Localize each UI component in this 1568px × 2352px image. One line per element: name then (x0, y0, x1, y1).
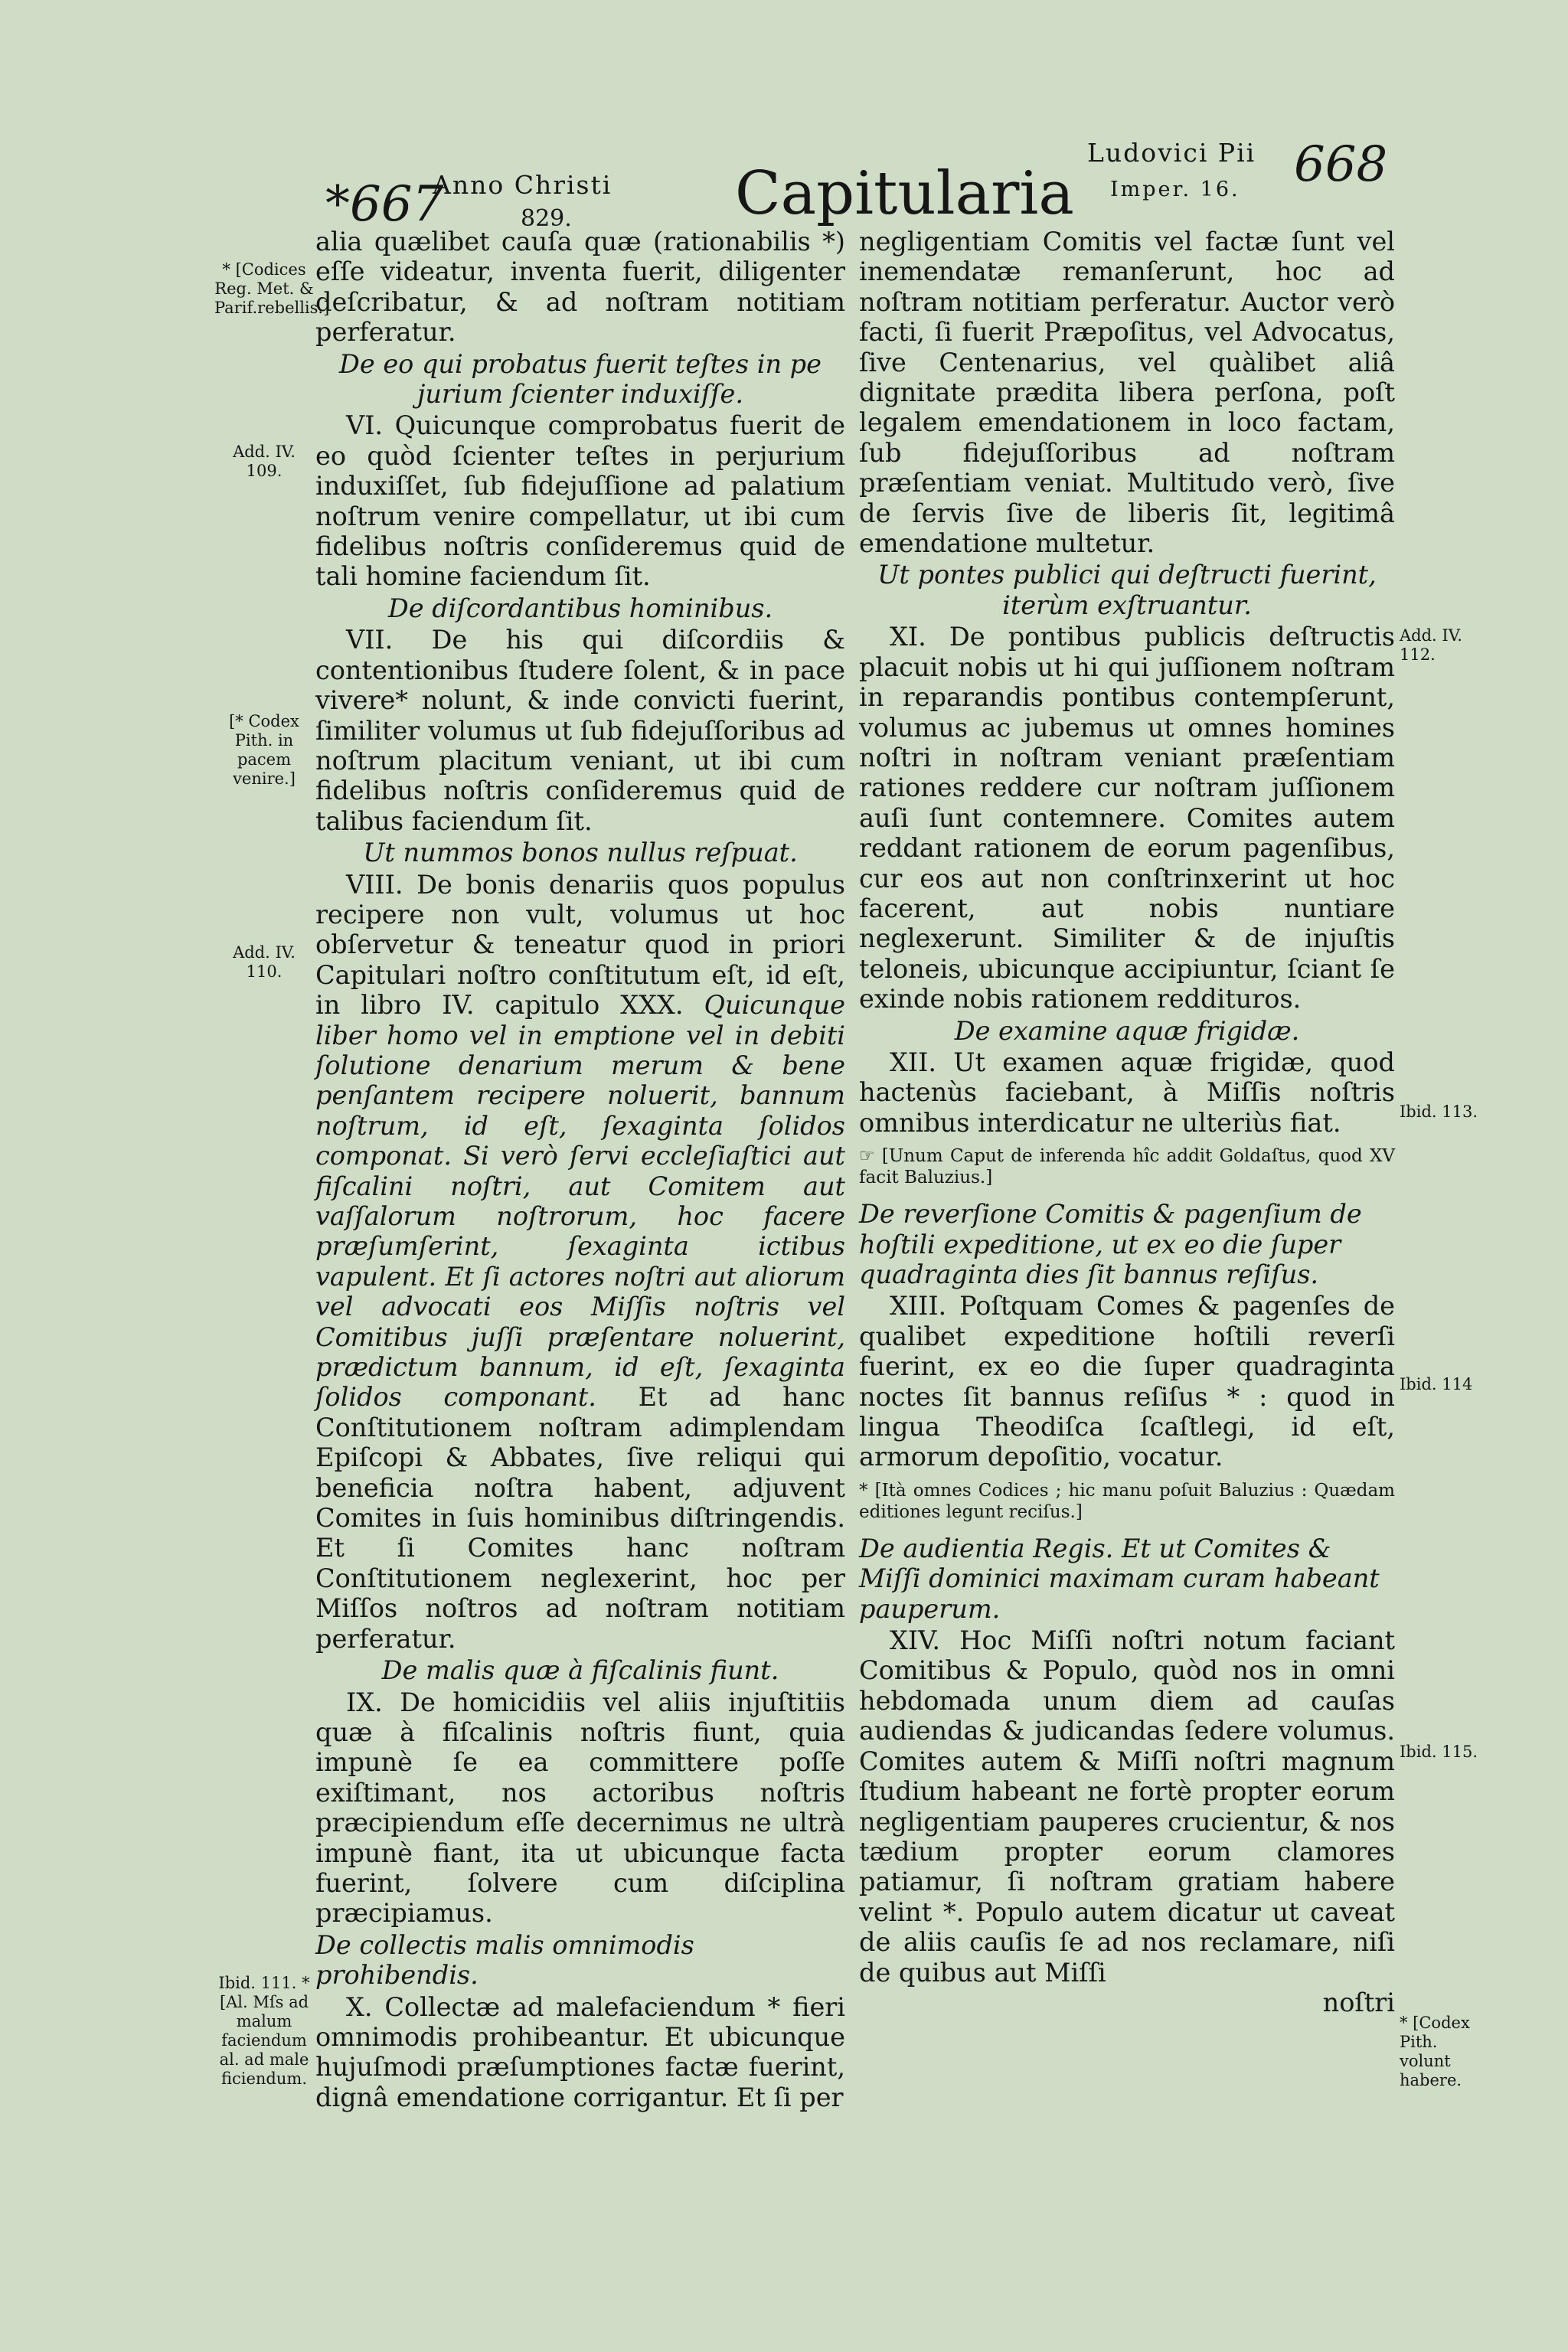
anno-christi: Anno Christi (433, 170, 612, 200)
running-header (0, 0, 1568, 237)
year: 829. (521, 205, 572, 232)
paragraph-text: VIII. De bonis denariis quos populus recipere non vult, volumus ut hoc obſervetur & teneatur quod in priori Capitulari noſtro conſtitutum eſt, id eſt, in libro IV. capitulo XXX. (315, 869, 845, 1021)
margin-note: Add. IV. 110. (233, 943, 296, 981)
margin-note: [* Codex Pith. in pacem venire.] (229, 712, 299, 788)
paragraph: negligentiam Comitis vel factæ ſunt vel inemendatæ remanſerunt, hoc ad noſtram notitiam perferatur. Auctor verò facti, ſi fuerit Præpoſitus, vel Advocatus, ſive Centenarius, vel quàlibet aliâ dignitate prædita libera perſona, poſt legalem emendationem in loco factam, ſub fidejuſſoribus ad noſtram præſentiam veniat. Multitudo verò, ſive de ſervis ſive de liberis ſit, legitimâ emendatione multetur. (859, 227, 1395, 559)
section-heading: De audientia Regis. Et ut Comites & Miſſi dominici maximam curam habeant pauperum. (859, 1533, 1380, 1624)
section-heading: De eo qui probatus fuerit teſtes in pe jurium ſcienter induxiſſe. (339, 348, 822, 410)
section-heading: De collectis malis omnimodis prohibendis. (315, 1929, 694, 1991)
margin-note: * [Codex Pith. volunt habere. (1400, 2014, 1470, 2089)
left-page-number: *667 (325, 176, 444, 233)
right-page-number: 668 (1294, 136, 1388, 193)
section-heading: De diſcordantibus hominibus. (387, 593, 773, 623)
paragraph: VI. Quicunque comprobatus fuerit de eo quòd ſcienter teſtes in perjurium induxiſſet, ſub fidejuſſione ad palatium noſtrum venire compellatur, ut ibi cum fidelibus noſtris conſideremus quid de tali homine faciendum ſit. (315, 410, 845, 592)
emperor-name: Ludovici Pii (1087, 138, 1256, 168)
editorial-note: ☞ [Unum Caput de inferenda hîc addit Goldaſtus, quod XV facit Baluzius.] (859, 1146, 1395, 1188)
paragraph: VII. De his qui diſcordiis & contentionibus ſtudere ſolent, & in pace vivere* nolunt, & inde convicti fuerint, ſimiliter volumus ut ſub fidejuſſoribus ad noſtrum placitum veniant, ut ibi cum fidelibus noſtris conſideremus quid de talibus faciendum ſit. (315, 625, 845, 836)
paragraph: XII. Ut examen aquæ frigidæ, quod hactenùs faciebant, à Miſſis noſtris omnibus interdicatur ne ulteriùs fiat. (859, 1047, 1395, 1138)
section-heading: Ut nummos bonos nullus reſpuat. (363, 838, 798, 868)
catchword: noſtri (1322, 1987, 1395, 2017)
margin-note: Ibid. 111. *[Al. Mſs ad malum faciendum al. ad male ficiendum. (218, 1974, 310, 2088)
paragraph: X. Collectæ ad malefaciendum * fieri omnimodis prohibeantur. Et ubicunque hujuſmodi præſumptiones factæ fuerint, dignâ emendatione corrigantur. Et ſi per (315, 1991, 845, 2112)
section-heading: De reverſione Comitis & pagenſium de hoſtili expeditione, ut ex eo die ſuper quadraginta dies ſit bannus reſiſus. (859, 1199, 1362, 1289)
section-heading: De malis quæ à fiſcalinis fiunt. (381, 1655, 779, 1686)
margin-note: Ibid. 113. (1400, 1102, 1478, 1121)
section-heading: De examine aquæ frigidæ. (954, 1015, 1300, 1046)
paragraph: XI. De pontibus publicis deſtructis placuit nobis ut hi qui juſſionem noſtram in reparandis pontibus contempſerunt, volumus ac jubemus ut omnes homines noſtri in noſtram veniant præſentiam rationes reddere cur noſtram juſſionem auſi ſunt contemnere. Comites autem reddant rationem de eorum pagenſibus, cur eos aut non conſtrinxerint ut hoc facerent, aut nobis nuntiare neglexerunt. Similiter & de injuſtis teloneis, ubicunque accipiuntur, ſciant ſe exinde nobis rationem reddituros. (859, 622, 1395, 1014)
margin-note: Add. IV. 112. (1400, 626, 1462, 664)
paragraph (315, 870, 845, 1655)
paragraph: XIII. Poſtquam Comes & pagenſes de qualibet expeditione hoſtili reverſi fuerint, ex eo die ſuper quadraginta noctes ſit bannus reſiſus * : quod in lingua Theodiſca ſcaſtlegi, id eſt, armorum depoſitio, vocatur. (859, 1291, 1395, 1472)
quoted-text: Quicunque liber homo vel in emptione vel in debiti ſolutione denarium merum & bene penſantem recipere noluerit, bannum noſtrum, id eſt, ſexaginta ſolidos componat. Si verò ſervi eccleſiaſtici aut fiſcalini noſtri, aut Comitem aut vaſſalorum noſtrorum, hoc facere præſumſerint, ſexaginta ictibus vapulent. Et ſi actores noſtri aut aliorum vel advocati eos Miſſis noſtris vel Comitibus juſſi præſentare noluerint, prædictum bannum, id eſt, ſexaginta ſolidos componant. (315, 990, 845, 1413)
regnal-year: Imper. 16. (1110, 178, 1240, 201)
paragraph-text: Et ad hanc Conſtitutionem noſtram adimplendam Epiſcopi & Abbates, ſive reliqui qui beneficia noſtra habent, adjuvent Comites in ſuis hominibus diſtringendis. Et ſi Comites hanc noſtram Conſtitutionem neglexerint, hoc per Miſſos noſtros ad noſtram notitiam perferatur. (315, 1382, 845, 1654)
paragraph: alia quælibet cauſa quæ (rationabilis *) eſſe videatur, inventa fuerit, diligenter deſcribatur, & ad noſtram notitiam perferatur. (315, 227, 845, 348)
margin-note: * [Codices Reg. Met. & Parif.rebellis.] (214, 260, 330, 317)
section-heading: Ut pontes publici qui deſtructi fuerint, iterùm exſtruantur. (877, 560, 1377, 620)
editorial-note: * [Ità omnes Codices ; hic manu poſuit Baluzius : Quædam editiones legunt reciſus.] (859, 1480, 1395, 1522)
paragraph: IX. De homicidiis vel aliis injuſtitiis quæ à fiſcalinis noſtris fiunt, quia impunè ſe ea committere poſſe exiſtimant, nos actoribus noſtris præcipiendum eſſe decernimus ne ultrà impunè fiant, ita ut ubicunque facta fuerint, ſolvere cum diſciplina præcipiamus. (315, 1687, 845, 1929)
margin-note: Ibid. 115. (1400, 1743, 1478, 1761)
paragraph: XIV. Hoc Miſſi noſtri notum faciant Comitibus & Populo, quòd nos in omni hebdomada unum diem ad cauſas audiendas & judicandas ſedere volumus. Comites autem & Miſſi noſtri magnum ſtudium habeant ne fortè propter eorum negligentiam pauperes crucientur, & nos tædium propter eorum clamores patiamur, ſi noſtram gratiam habere velint *. Populo autem dicatur ut caveat de aliis cauſis ſe ad nos reclamare, niſi de quibus aut Miſſi (859, 1625, 1395, 1988)
right-column (859, 227, 1395, 2017)
left-column (315, 227, 845, 2112)
margin-note: Ibid. 114 (1400, 1375, 1473, 1393)
margin-note: Add. IV. 109. (233, 443, 296, 480)
page-title: Capitularia (735, 159, 1074, 228)
